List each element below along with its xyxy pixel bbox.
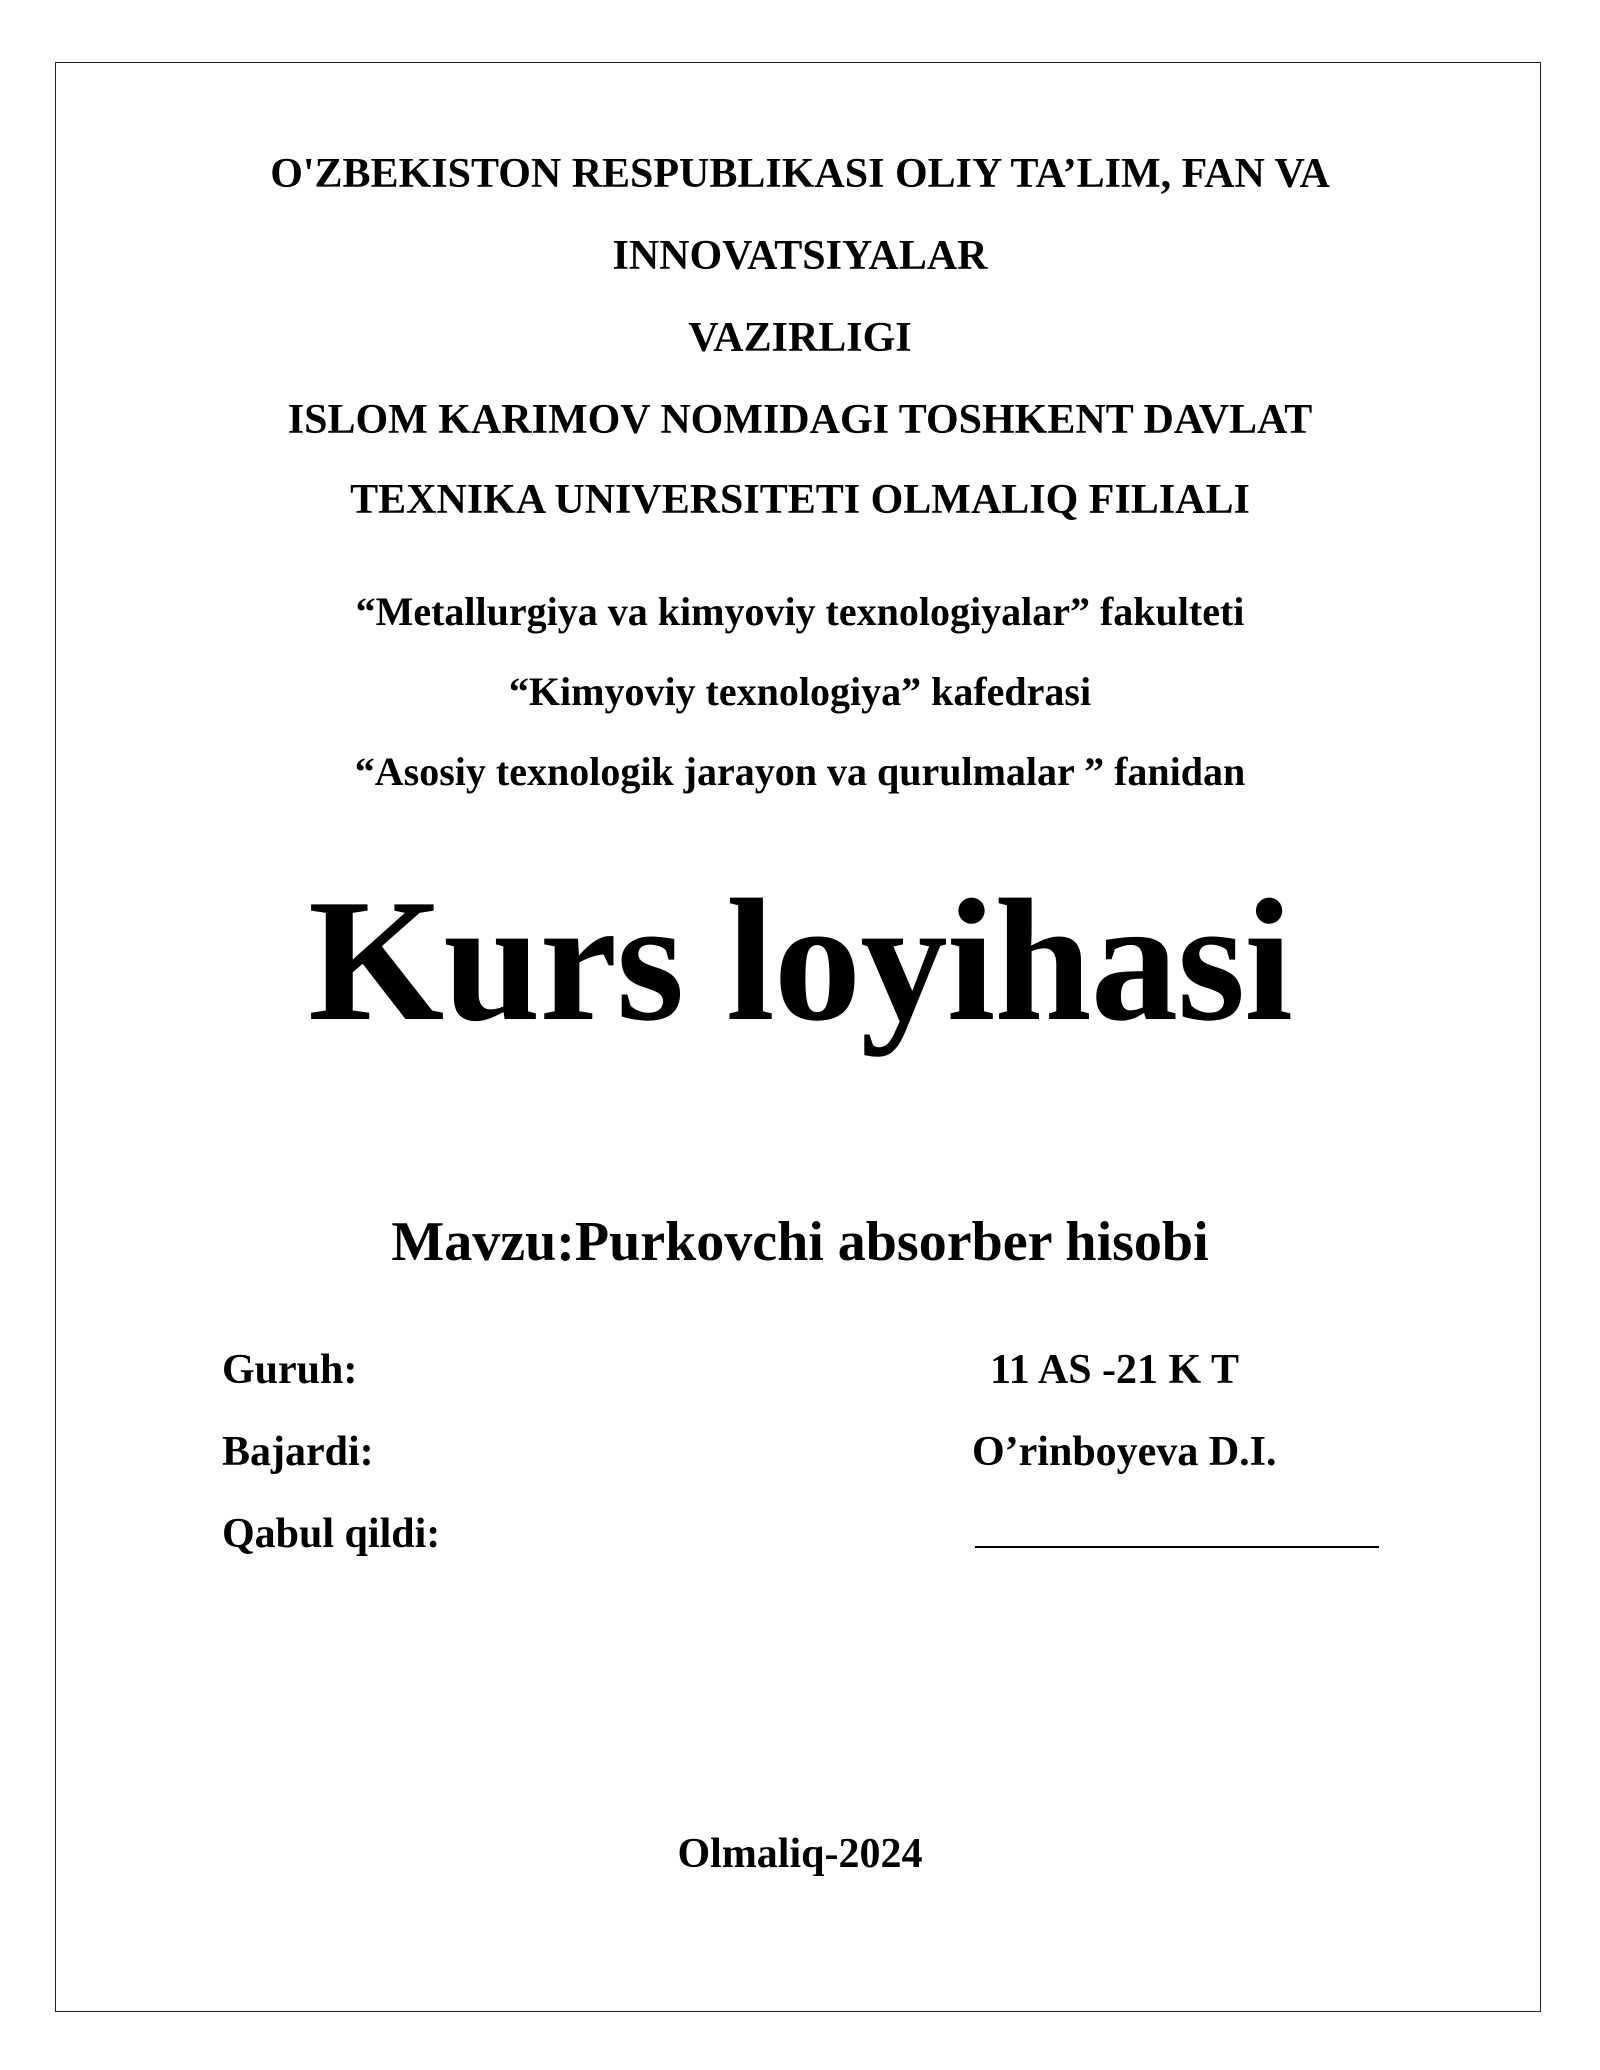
topic-line: Mavzu:Purkovchi absorber hisobi: [391, 1211, 1209, 1273]
ministry-title-line-3: VAZIRLIGI: [688, 315, 912, 361]
performed-by-label: Bajardi:: [222, 1429, 374, 1475]
group-value: 11 AS -21 K T: [990, 1347, 1239, 1393]
ministry-title-line-1: O'ZBEKISTON RESPUBLIKASI OLIY TA’LIM, FAN VA: [270, 151, 1330, 197]
university-title-line-2: TEXNIKA UNIVERSITETI OLMALIQ FILIALI: [350, 477, 1250, 523]
city-year: Olmaliq-2024: [677, 1831, 923, 1877]
department-name: “Kimyoviy texnologiya” kafedrasi: [508, 669, 1092, 714]
university-title-line-1: ISLOM KARIMOV NOMIDAGI TOSHKENT DAVLAT: [287, 397, 1313, 443]
faculty-name: “Metallurgiya va kimyoviy texnologiyalar” fakulteti: [355, 589, 1245, 634]
performed-by-value: O’rinboyeva D.I.: [972, 1429, 1277, 1475]
ministry-title-line-2: INNOVATSIYALAR: [612, 233, 988, 279]
accepted-by-label: Qabul qildi:: [222, 1511, 441, 1557]
subject-name: “Asosiy texnologik jarayon va qurulmalar ” fanidan: [354, 749, 1246, 794]
signature-line: [975, 1546, 1379, 1548]
document-title: Kurs loyihasi: [308, 863, 1292, 1057]
group-label: Guruh:: [222, 1347, 358, 1393]
